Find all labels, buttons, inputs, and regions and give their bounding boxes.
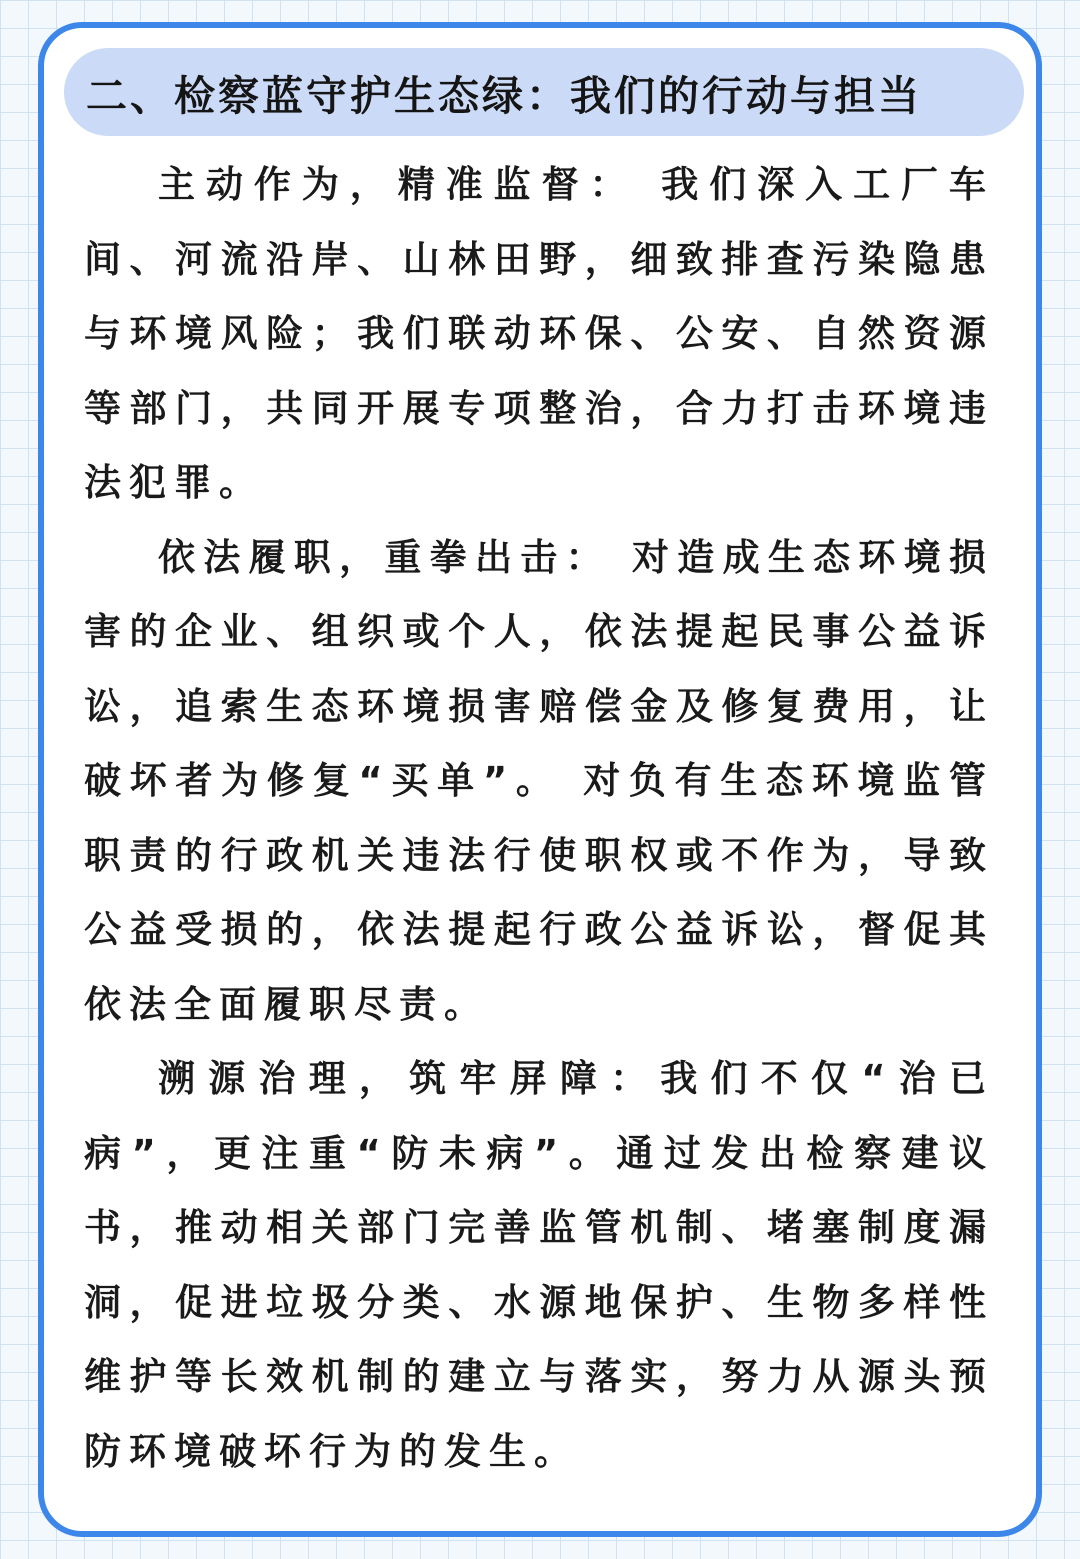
article-body [84,148,994,1489]
paragraph-source-governance: 溯源治理，筑牢屏障：我们不仅“治已病”，更注重“防未病”。通过发出检察建议书，推动相关部门完善监管机制、堵塞制度漏洞，促进垃圾分类、水源地保护、生物多样性维护等长效机制的建立与落实，努力从源头预防环境破坏行为的发生。 [84,1057,994,1473]
content-card [38,22,1042,1537]
paragraph-active-supervision: 主动作为，精准监督： 我们深入工厂车间、河流沿岸、山林田野，细致排查污染隐患与环境风险；我们联动环保、公安、自然资源等部门，共同开展专项整治，合力打击环境违法犯罪。 [84,163,994,504]
section-title-banner [64,48,1024,136]
paragraph-lawful-duty: 依法履职，重拳出击： 对造成生态环境损害的企业、组织或个人，依法提起民事公益诉讼，追索生态环境损害赔偿金及修复费用，让破坏者为修复“买单”。 对负有生态环境监管职责的行政机关违法行使职权或不作为，导致公益受损的，依法提起行政公益诉讼，督促其依法全面履职尽责。 [84,535,994,1026]
section-title: 二、检察蓝守护生态绿：我们的行动与担当 [86,71,922,120]
